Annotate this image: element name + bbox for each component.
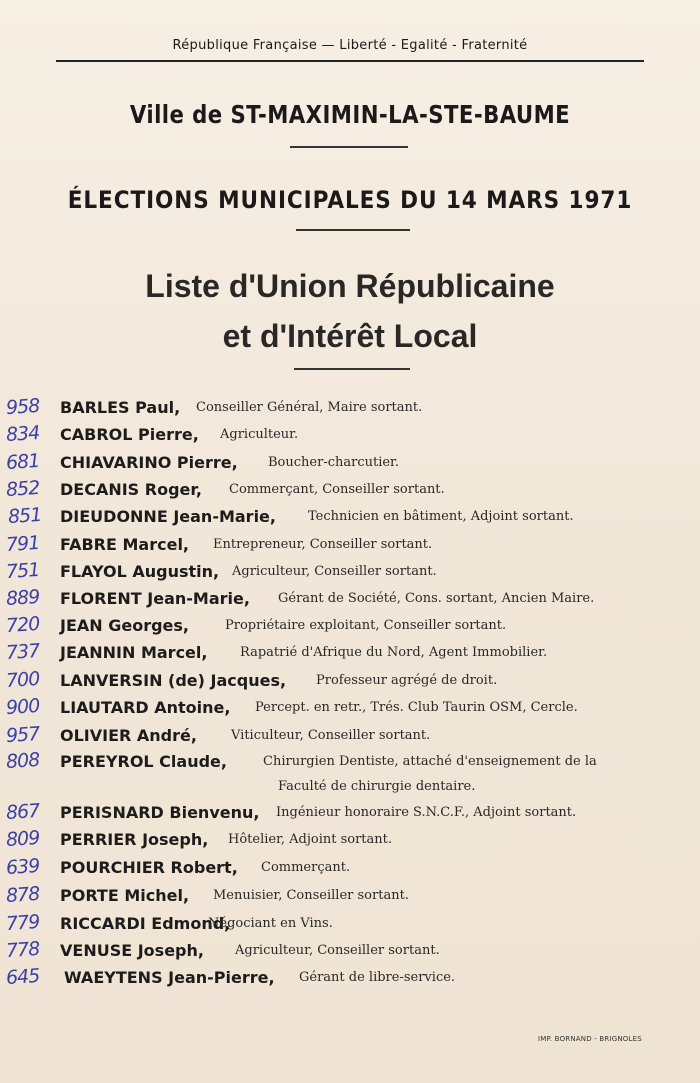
list-title-line1: Liste d'Union Républicaine xyxy=(145,268,555,304)
candidate-name: PEREYROL Claude, xyxy=(60,752,227,771)
list-title-line2: et d'Intérêt Local xyxy=(222,318,478,354)
candidate-name: LIAUTARD Antoine, xyxy=(60,698,231,717)
candidate-description: Viticulteur, Conseiller sortant. xyxy=(231,728,431,743)
handwritten-vote-count: 737 xyxy=(5,639,40,665)
candidate-name: JEAN Georges, xyxy=(60,616,189,635)
handwritten-vote-count: 639 xyxy=(5,854,40,880)
handwritten-vote-count: 681 xyxy=(5,449,40,475)
handwritten-vote-count: 851 xyxy=(7,503,42,529)
handwritten-vote-count: 957 xyxy=(5,722,40,748)
candidate-description: Boucher-charcutier. xyxy=(268,455,399,470)
candidate-description: Chirurgien Dentiste, attaché d'enseignement de la xyxy=(263,754,597,769)
candidate-name: WAEYTENS Jean-Pierre, xyxy=(64,968,275,987)
candidate-description: Agriculteur. xyxy=(220,427,299,442)
town-title: Ville de ST-MAXIMIN-LA-STE-BAUME xyxy=(129,100,571,129)
handwritten-vote-count: 809 xyxy=(5,826,40,852)
candidate-description: Technicien en bâtiment, Adjoint sortant. xyxy=(308,509,574,524)
candidate-description: Commerçant. xyxy=(261,860,351,875)
candidate-description: Négociant en Vins. xyxy=(208,916,333,931)
handwritten-vote-count: 791 xyxy=(5,531,40,557)
candidate-name: OLIVIER André, xyxy=(60,726,197,745)
handwritten-vote-count: 808 xyxy=(5,748,40,774)
candidate-name: CHIAVARINO Pierre, xyxy=(60,453,238,472)
separator-3 xyxy=(294,368,410,370)
candidate-name: RICCARDI Edmond, xyxy=(60,914,231,933)
candidate-name: DECANIS Roger, xyxy=(60,480,203,499)
republic-motto: République Française — Liberté - Egalité - Fraternité xyxy=(172,38,528,53)
separator-2 xyxy=(296,229,410,231)
candidate-description: Propriétaire exploitant, Conseiller sortant. xyxy=(225,618,507,633)
handwritten-vote-count: 889 xyxy=(5,585,40,611)
candidate-name: PORTE Michel, xyxy=(60,886,190,905)
candidate-name: LANVERSIN (de) Jacques, xyxy=(60,671,287,690)
candidate-description: Commerçant, Conseiller sortant. xyxy=(229,482,445,497)
candidate-description: Ingénieur honoraire S.N.C.F., Adjoint sortant. xyxy=(276,805,577,820)
candidate-description: Menuisier, Conseiller sortant. xyxy=(213,888,409,903)
candidate-name: CABROL Pierre, xyxy=(60,425,199,444)
candidate-description: Percept. en retr., Trés. Club Taurin OSM, Cercle. xyxy=(255,700,578,715)
candidate-description: Entrepreneur, Conseiller sortant. xyxy=(213,537,433,552)
candidate-description: Professeur agrégé de droit. xyxy=(316,673,498,688)
printer-imprint: IMP. BORNAND - BRIGNOLES xyxy=(538,1035,642,1043)
handwritten-vote-count: 700 xyxy=(5,667,40,693)
candidate-description: Hôtelier, Adjoint sortant. xyxy=(228,832,393,847)
candidate-name: DIEUDONNE Jean-Marie, xyxy=(60,507,276,526)
candidate-name: BARLES Paul, xyxy=(60,398,181,417)
candidate-description-continued: Faculté de chirurgie dentaire. xyxy=(278,779,476,794)
handwritten-vote-count: 720 xyxy=(5,612,40,638)
handwritten-vote-count: 779 xyxy=(5,910,40,936)
candidate-description: Agriculteur, Conseiller sortant. xyxy=(232,564,437,579)
handwritten-vote-count: 778 xyxy=(5,937,40,963)
handwritten-vote-count: 645 xyxy=(5,964,40,990)
candidate-name: FABRE Marcel, xyxy=(60,535,189,554)
candidate-name: VENUSE Joseph, xyxy=(60,941,204,960)
handwritten-vote-count: 751 xyxy=(5,558,40,584)
handwritten-vote-count: 900 xyxy=(5,694,40,720)
candidate-name: JEANNIN Marcel, xyxy=(60,643,208,662)
candidate-description: Conseiller Général, Maire sortant. xyxy=(196,400,423,415)
candidate-name: FLORENT Jean-Marie, xyxy=(60,589,250,608)
candidate-description: Rapatrié d'Afrique du Nord, Agent Immobilier. xyxy=(240,645,548,660)
handwritten-vote-count: 958 xyxy=(5,394,40,420)
handwritten-vote-count: 867 xyxy=(5,799,40,825)
separator-1 xyxy=(290,146,408,148)
handwritten-vote-count: 852 xyxy=(5,476,40,502)
candidate-description: Gérant de libre-service. xyxy=(299,970,456,985)
candidate-description: Gérant de Société, Cons. sortant, Ancien Maire. xyxy=(278,591,595,606)
election-title: ÉLECTIONS MUNICIPALES DU 14 MARS 1971 xyxy=(67,186,633,214)
candidate-name: PERISNARD Bienvenu, xyxy=(60,803,260,822)
candidate-name: PERRIER Joseph, xyxy=(60,830,209,849)
handwritten-vote-count: 878 xyxy=(5,882,40,908)
candidate-name: FLAYOL Augustin, xyxy=(60,562,220,581)
candidate-description: Agriculteur, Conseiller sortant. xyxy=(235,943,440,958)
handwritten-vote-count: 834 xyxy=(5,421,40,447)
candidate-name: POURCHIER Robert, xyxy=(60,858,238,877)
top-rule xyxy=(56,60,644,62)
